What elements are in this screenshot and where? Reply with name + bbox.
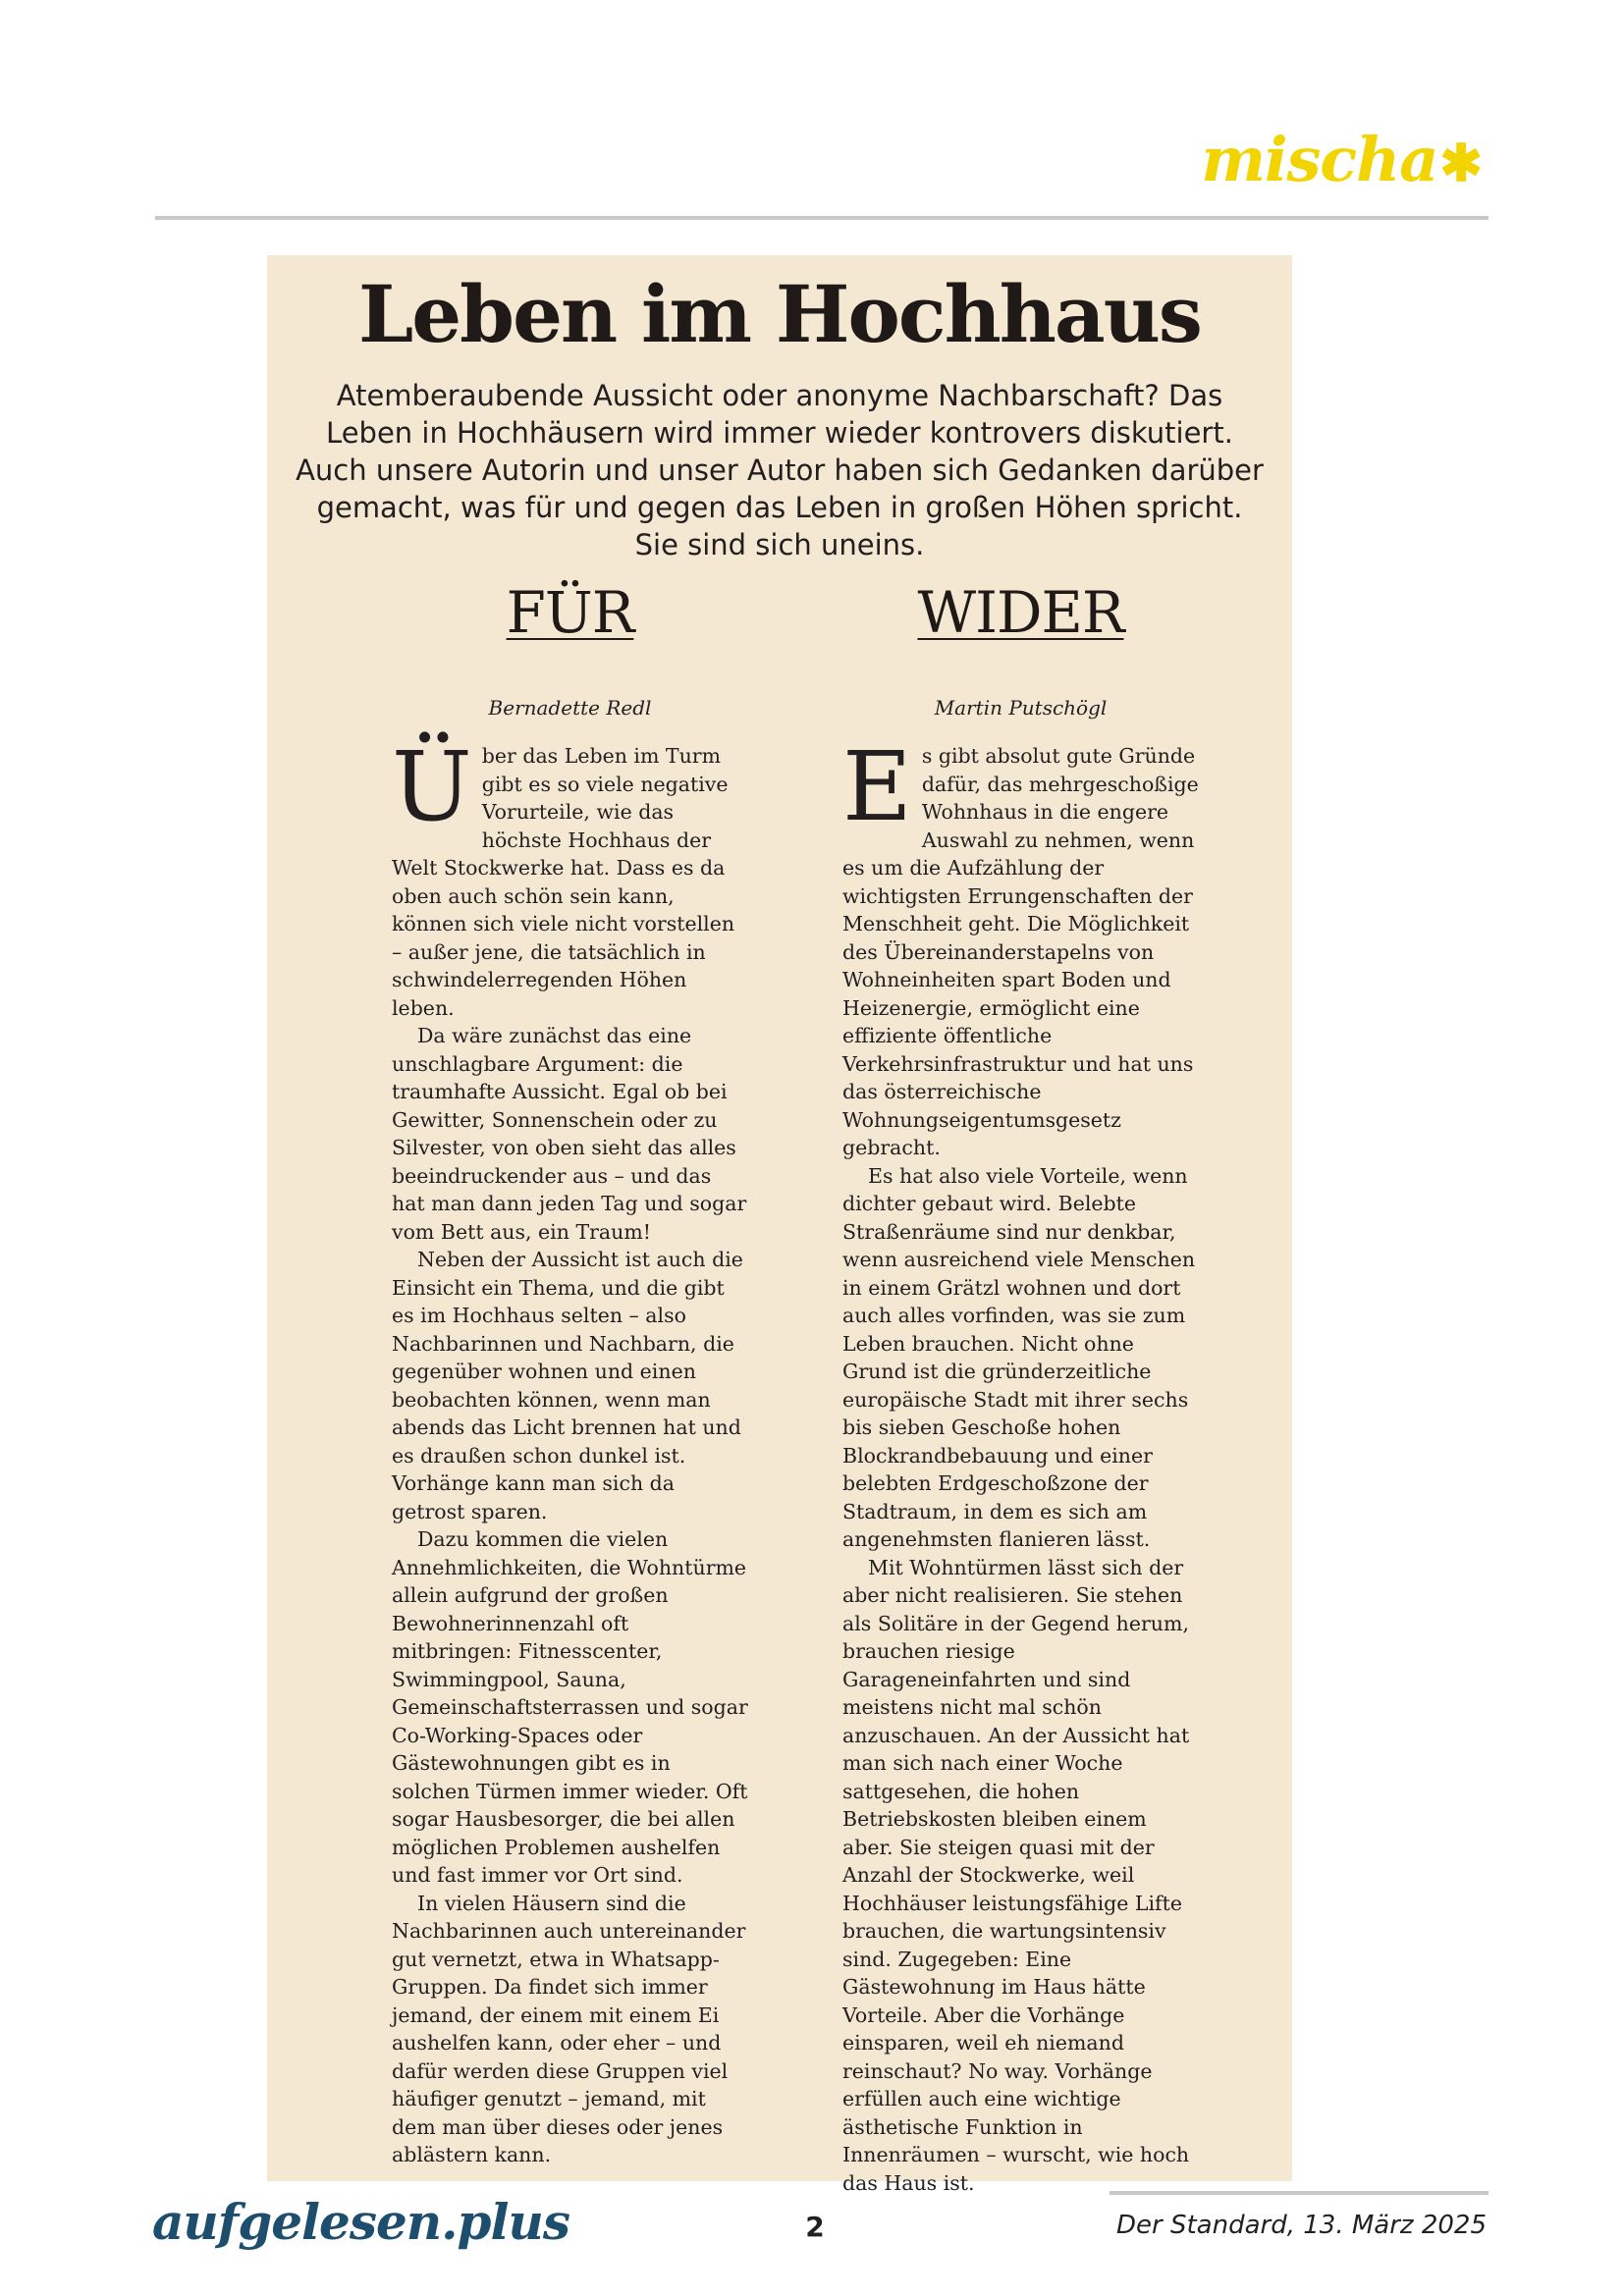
- header-divider: [155, 216, 1489, 220]
- contra-heading: WIDER: [917, 579, 1124, 646]
- pro-dropcap: Ü: [392, 731, 472, 842]
- pro-paragraph: Über das Leben im Turm gibt es so viele negative Vorurteile, wie das höchste Hochhaus der Welt Stockwerke hat. Dass es da oben auch schön sein kann, können sich viele nicht vorstellen – außer jene, die tatsächlich in schwindelerregenden Höhen leben.: [392, 731, 735, 1020]
- article-panel: [267, 255, 1292, 2195]
- pro-heading: FÜR: [506, 579, 634, 646]
- mischa-logo: [1201, 124, 1482, 195]
- contra-paragraph: Mit Wohntürmen lässt sich der aber nicht realisieren. Sie stehen als Solitäre in der Gegend herum, brauchen riesige Garageneinfahrten und sind meistens nicht mal schön anzuschauen. An der Aussicht hat man sich nach einer Woche sattgesehen, die hohen Betriebskosten bleiben einem aber. Sie steigen quasi mit der Anzahl der Stockwerke, weil Hochhäuser leistungsfähige Lifte brauchen, die wartungsintensiv sind. Zugegeben: Eine Gästewohnung im Haus hätte Vorteile. Aber die Vorhänge einsparen, weil eh niemand reinschaut? No way. Vorhänge erfüllen auch eine wichtige ästhetische Funktion in Innenräumen – wurscht, wie hoch das Haus ist.: [842, 1555, 1190, 2195]
- pro-body: [392, 731, 748, 2169]
- contra-column: [842, 579, 1199, 2197]
- footer-divider: [1110, 2191, 1489, 2195]
- pro-paragraph: Neben der Aussicht ist auch die Einsicht ein Thema, und die gibt es im Hochhaus selten – also Nachbarinnen und Nachbarn, die gegenüber wohnen und einen beobachten können, wenn man abends das Licht brennen hat und es draußen schon dunkel ist. Vorhänge kann man sich da getrost sparen.: [392, 1248, 743, 1523]
- star-icon: ✱: [1439, 133, 1482, 193]
- article-title: Leben im Hochhaus: [358, 268, 1201, 360]
- contra-paragraph: Es gibt absolut gute Gründe dafür, das mehrgeschoßige Wohnhaus in die engere Auswahl zu nehmen, wenn es um die Aufzählung der wichtigsten Errungenschaften der Menschheit geht. Die Möglichkeit des Übereinanderstapelns von Wohneinheiten spart Boden und Heizenergie, ermöglicht eine effiziente öffentliche Verkehrsinfrastruktur und hat uns das österreichische Wohnungseigentumsgesetz gebracht.: [842, 731, 1199, 1159]
- pro-paragraph: Da wäre zunächst das eine unschlagbare Argument: die traumhafte Aussicht. Egal ob bei Gewitter, Sonnenschein oder zu Silvester, von oben sieht das alles beeindruckender aus – und das hat man dann jeden Tag und sogar vom Bett aus, ein Traum!: [392, 1024, 747, 1244]
- article-lead: Atemberaubende Aussicht oder anonyme Nachbarschaft? Das Leben in Hochhäusern wird immer wieder kontrovers diskutiert. Auch unsere Autorin und unser Autor haben sich Gedanken darüber gemacht, was für und gegen das Leben in großen Höhen spricht. Sie sind sich uneins.: [296, 379, 1264, 561]
- pro-column: [392, 579, 748, 2169]
- contra-author: Martin Putschögl: [934, 696, 1108, 720]
- pro-paragraph: Dazu kommen die vielen Annehmlichkeiten, die Wohntürme allein aufgrund der großen Bewohnerinnenzahl oft mitbringen: Fitnesscenter, Swimmingpool, Sauna, Gemeinschaftsterrassen und sogar Co-Working-Spaces oder Gästewohnungen gibt es in solchen Türmen immer wieder. Oft sogar Hausbesorger, die bei allen möglichen Problemen aushelfen und fast immer vor Ort sind.: [392, 1527, 748, 1887]
- pro-author: Bernadette Redl: [488, 696, 652, 720]
- contra-paragraph: Es hat also viele Vorteile, wenn dichter gebaut wird. Belebte Straßenräume sind nur denkbar, wenn ausreichend viele Menschen in einem Grätzl wohnen und dort auch alles vorfinden, was sie zum Leben brauchen. Nicht ohne Grund ist die gründerzeitliche europäische Stadt mit ihrer sechs bis sieben Geschoße hohen Blockrandbebauung und einer belebten Erdgeschoßzone der Stadtraum, in dem es sich am angenehmsten flanieren lässt.: [842, 1163, 1196, 1551]
- pro-paragraph: In vielen Häusern sind die Nachbarinnen auch untereinander gut vernetzt, etwa in Whatsapp-Gruppen. Da findet sich immer jemand, der einem mit einem Ei aushelfen kann, oder eher – und dafür werden diese Gruppen viel häufiger genutzt – jemand, mit dem man über dieses oder jenes ablästern kann.: [392, 1891, 746, 2166]
- contra-dropcap: E: [842, 731, 912, 842]
- source-citation: Der Standard, 13. März 2025: [1116, 2211, 1487, 2240]
- logo-text: mischa: [1201, 124, 1438, 195]
- page-number: 2: [805, 2211, 825, 2243]
- aufgelesen-logo: aufgelesen.plus: [152, 2193, 570, 2251]
- contra-body: [842, 731, 1199, 2197]
